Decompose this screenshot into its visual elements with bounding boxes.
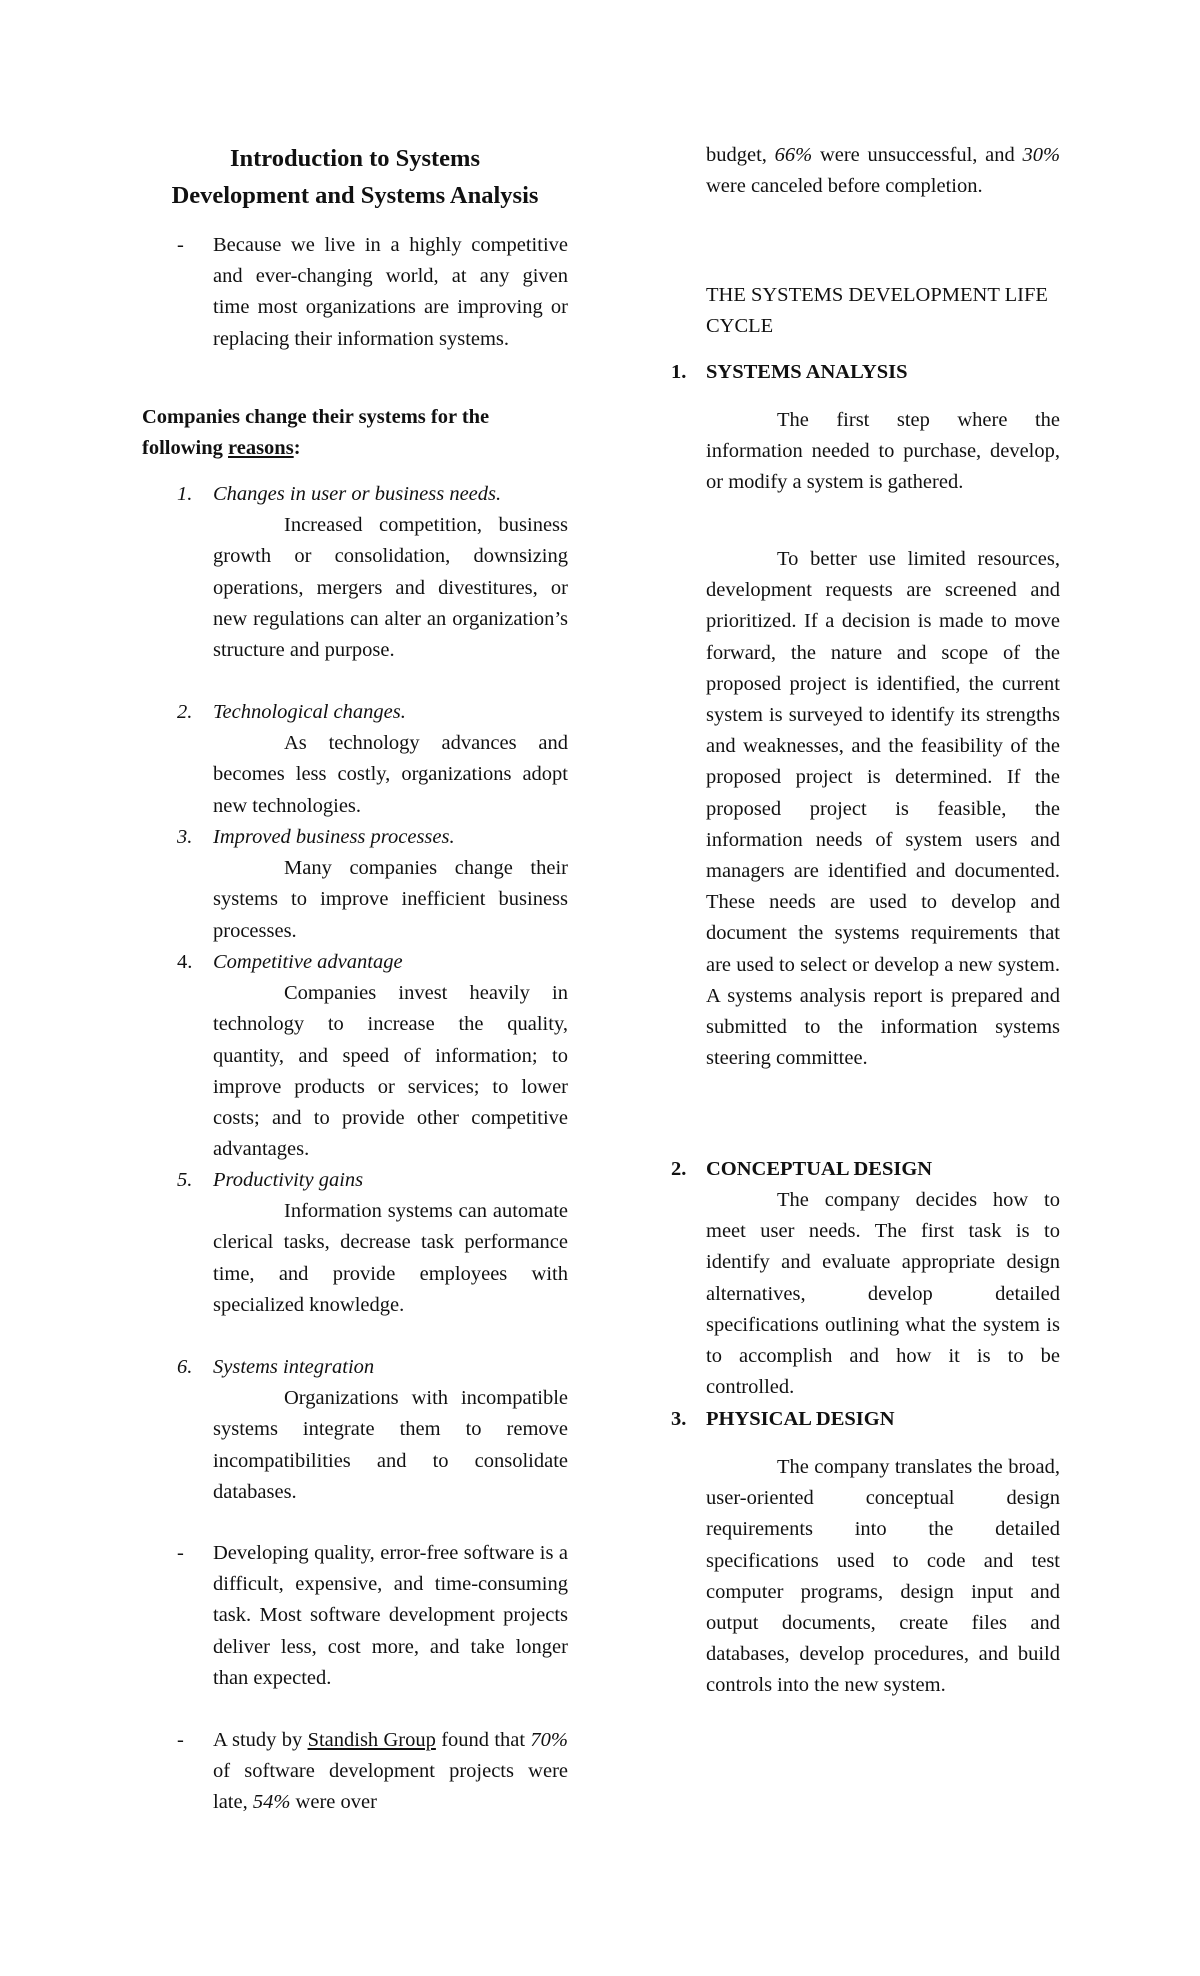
reason-text: Companies invest heavily in technology to increase the quality, quantity, and speed of information; to improve products or services; to lower costs; and to provide other competitive advantages. <box>213 982 568 1161</box>
study-bullet-text: A study by Standish Group found that 70% of software development projects were late, 54% were over <box>213 1729 568 1814</box>
intro-bullet-text: Because we live in a highly competitive and ever-changing world, at any given time most organizations are improving or replacing their information systems. <box>213 234 568 350</box>
section-number: 3. <box>671 1408 687 1430</box>
document-title <box>142 140 568 214</box>
reason-item <box>142 1352 568 1508</box>
physical-paragraph: The company translates the broad, user-oriented conceptual design requirements into the detailed specifications used to code and test computer programs, design input and output documents, create files and databases, develop procedures, and build controls into the new system. <box>706 1456 1060 1697</box>
software-bullet-text: Developing quality, error-free software is a difficult, expensive, and time-consuming task. Most software development projects deliver less, cost more, and take longer than expected. <box>213 1542 568 1689</box>
reason-number: 6. <box>177 1356 193 1378</box>
reason-text: As technology advances and becomes less costly, organizations adopt new technologies. <box>213 732 568 817</box>
reason-title: Systems integration <box>213 1356 375 1378</box>
reason-title: Technological changes. <box>213 701 406 723</box>
reason-number: 1. <box>177 483 193 505</box>
intro-bullet <box>142 230 568 355</box>
reason-number: 4. <box>177 951 193 973</box>
reason-text: Many companies change their systems to improve inefficient business processes. <box>213 857 568 942</box>
stat-late: 70% <box>530 1729 568 1751</box>
title-line-2: Development and Systems Analysis <box>171 182 539 209</box>
stat-over-budget: 54% <box>252 1791 291 1814</box>
analysis-paragraph-2: To better use limited resources, development requests are screened and prioritized. If a decision is made to move forward, the nature and scope of the proposed project is identified, the current system is surveyed to identify its strengths and weaknesses, and the feasibility of the proposed project is determined. If the proposed project is feasible, the information needs of system users and managers are identified and documented. These needs are used to develop and document the systems requirements that are used to select or develop a new system. A systems analysis report is prepared and submitted to the information systems steering committee. <box>706 548 1060 1070</box>
study-continuation: budget, 66% were unsuccessful, and 30% were canceled before completion. <box>706 144 1061 198</box>
analysis-paragraph-1: The first step where the information needed to purchase, develop, or modify a system is gathered. <box>706 409 1060 494</box>
software-bullet <box>142 1538 568 1694</box>
reason-item <box>142 947 568 1165</box>
reason-number: 2. <box>177 701 193 723</box>
sdlc-heading: THE SYSTEMS DEVELOPMENT LIFE CYCLE <box>706 284 1048 338</box>
title-line-1: Introduction to Systems <box>229 145 480 172</box>
bullet-dash: - <box>177 234 184 256</box>
bullet-dash: - <box>177 1542 184 1564</box>
conceptual-paragraph: The company decides how to meet user needs. The first task is to identify and evaluate appropriate design alternatives, develop detailed specifications outlining what the system is to accomplish and how it is to be controlled. <box>706 1189 1060 1399</box>
reason-text: Organizations with incompatible systems integrate them to remove incompatibilities and to consolidate databases. <box>213 1387 568 1503</box>
section-title: PHYSICAL DESIGN <box>706 1408 895 1430</box>
reason-title: Improved business processes. <box>213 826 455 848</box>
section-heading-conceptual-design <box>671 1154 1061 1185</box>
standish-group-name: Standish Group <box>307 1729 436 1751</box>
section-heading-physical-design <box>671 1404 1061 1435</box>
reason-title: Productivity gains <box>213 1169 364 1191</box>
reason-item <box>142 1165 568 1321</box>
reason-item <box>142 479 568 666</box>
study-bullet <box>142 1725 568 1819</box>
reason-item <box>142 822 568 947</box>
reasons-heading-text: Companies change their systems for the following <box>142 406 490 460</box>
reason-text: Increased competition, business growth or consolidation, downsizing operations, mergers and divestitures, or new regulations can alter an organization’s structure and purpose. <box>213 514 568 662</box>
stat-canceled: 30% <box>1022 144 1061 166</box>
stat-unsuccessful: 66% <box>774 144 813 166</box>
reason-number: 3. <box>177 826 193 848</box>
section-title: SYSTEMS ANALYSIS <box>706 361 908 383</box>
bullet-dash: - <box>177 1729 184 1751</box>
reason-item <box>142 697 568 822</box>
reason-number: 5. <box>177 1169 193 1191</box>
reasons-heading <box>142 402 568 464</box>
reasons-heading-colon: : <box>293 437 301 460</box>
reason-title: Competitive advantage <box>213 951 403 973</box>
section-number: 1. <box>671 361 687 383</box>
section-number: 2. <box>671 1158 687 1180</box>
reason-text: Information systems can automate clerical tasks, decrease task performance time, and provide employees with specialized knowledge. <box>213 1200 568 1316</box>
section-heading-systems-analysis <box>671 357 1061 388</box>
reasons-heading-underlined: reasons <box>228 437 294 460</box>
reason-title: Changes in user or business needs. <box>213 483 502 505</box>
section-title: CONCEPTUAL DESIGN <box>706 1158 933 1180</box>
